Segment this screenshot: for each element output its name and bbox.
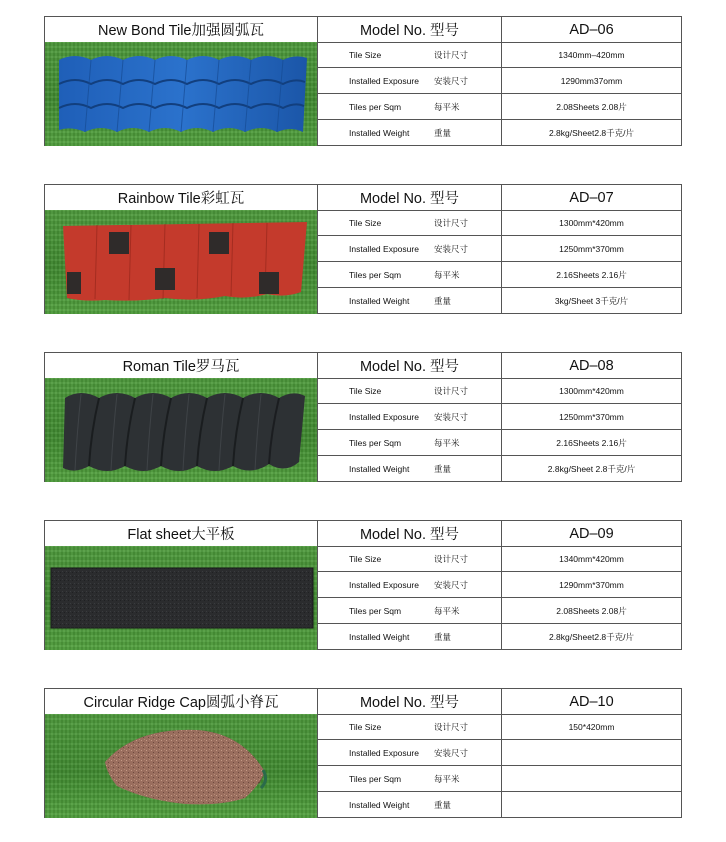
spec-label-cn: 设计尺寸 — [434, 721, 469, 732]
spec-row-installed-weight — [318, 624, 681, 650]
spec-label-cn: 重量 — [434, 800, 452, 810]
spec-row-installed-exposure — [318, 572, 681, 598]
spec-row-tiles-per-sqm — [318, 262, 681, 288]
spec-row-tiles-per-sqm — [318, 598, 681, 624]
spec-value: 2.08Sheets 2.08片 — [556, 101, 627, 112]
spec-row-tile-size — [318, 42, 681, 68]
flat-sheet-icon — [45, 546, 318, 650]
black-patch — [209, 232, 229, 254]
product-title: New Bond Tile加强圆弧瓦 — [45, 17, 318, 42]
spec-value: 2.08Sheets 2.08片 — [556, 605, 627, 616]
spec-label-cn: 重量 — [434, 128, 452, 138]
spec-value: 1340mm*420mm — [559, 553, 624, 564]
spec-label-en: Installed Weight — [349, 128, 410, 138]
model-label: Model No. 型号 — [318, 185, 502, 210]
blue-tile-icon — [45, 42, 318, 146]
model-label: Model No. 型号 — [318, 17, 502, 42]
spec-label-cn: 安装尺寸 — [434, 411, 469, 422]
model-label: Model No. 型号 — [318, 689, 502, 714]
black-roman-tile-icon — [45, 378, 318, 482]
spec-row-tile-size — [318, 714, 681, 740]
spec-label-en: Tile Size — [349, 217, 382, 228]
spec-label-cn: 安装尺寸 — [434, 243, 469, 254]
spec-row-tile-size — [318, 378, 681, 404]
spec-label-en: Installed Exposure — [349, 747, 419, 758]
spec-value — [502, 740, 681, 765]
spec-row-installed-exposure — [318, 236, 681, 262]
black-patch — [259, 272, 279, 294]
spec-table — [318, 210, 681, 314]
product-photo — [45, 210, 318, 314]
spec-label-cn: 重量 — [434, 464, 452, 474]
spec-value: 150*420mm — [568, 721, 615, 732]
product-title: Flat sheet大平板 — [45, 521, 318, 546]
spec-value: 2.8kg/Sheet2.8千克/片 — [548, 128, 635, 138]
product-title: Circular Ridge Cap圆弧小脊瓦 — [45, 689, 318, 714]
spec-table — [318, 546, 681, 650]
spec-label-en: Tiles per Sqm — [349, 101, 402, 112]
spec-label-en: Tiles per Sqm — [349, 605, 402, 616]
spec-row-installed-weight — [318, 792, 681, 818]
model-label: Model No. 型号 — [318, 353, 502, 378]
spec-row-tiles-per-sqm — [318, 430, 681, 456]
model-label: Model No. 型号 — [318, 521, 502, 546]
product-header — [45, 353, 681, 379]
spec-value: 1300mm*420mm — [559, 217, 624, 228]
spec-value: 1290mm37omm — [560, 75, 623, 86]
spec-label-en: Tile Size — [349, 385, 382, 396]
product-header — [45, 17, 681, 43]
product-header — [45, 521, 681, 547]
model-code: AD–07 — [569, 189, 614, 206]
spec-label-cn: 重量 — [434, 296, 452, 306]
spec-label-cn: 设计尺寸 — [434, 385, 469, 396]
spec-label-cn: 每平米 — [434, 269, 460, 280]
product-header — [45, 689, 681, 715]
spec-label-en: Installed Exposure — [349, 75, 419, 86]
spec-label-en: Tiles per Sqm — [349, 437, 402, 448]
spec-label-cn: 设计尺寸 — [434, 217, 469, 228]
product-photo — [45, 714, 318, 818]
spec-value: 1300mm*420mm — [559, 385, 624, 396]
spec-value — [502, 792, 681, 818]
product-block-ad08 — [44, 352, 682, 482]
spec-value: 3kg/Sheet 3千克/片 — [554, 296, 629, 306]
spec-label-cn: 每平米 — [434, 605, 460, 616]
spec-value: 2.16Sheets 2.16片 — [556, 269, 627, 280]
spec-label-en: Installed Weight — [349, 632, 410, 642]
spec-label-en: Tile Size — [349, 49, 382, 60]
product-photo — [45, 378, 318, 482]
spec-label-cn: 安装尺寸 — [434, 579, 469, 590]
spec-table — [318, 42, 681, 146]
black-patch — [155, 268, 175, 290]
spec-label-cn: 每平米 — [434, 101, 460, 112]
black-patch — [67, 272, 81, 294]
product-photo — [45, 42, 318, 146]
spec-label-en: Installed Exposure — [349, 243, 419, 254]
spec-value — [502, 766, 681, 791]
product-block-ad10 — [44, 688, 682, 818]
spec-row-tile-size — [318, 210, 681, 236]
spec-value: 2.8kg/Sheet2.8千克/片 — [548, 632, 635, 642]
product-photo — [45, 546, 318, 650]
spec-table — [318, 378, 681, 482]
spec-label-en: Tiles per Sqm — [349, 773, 402, 784]
spec-label-en: Installed Weight — [349, 800, 410, 810]
spec-row-installed-weight — [318, 120, 681, 146]
model-code: AD–10 — [569, 693, 614, 710]
spec-label-en: Tile Size — [349, 721, 382, 732]
spec-label-cn: 设计尺寸 — [434, 553, 469, 564]
spec-label-cn: 安装尺寸 — [434, 747, 469, 758]
product-block-ad06 — [44, 16, 682, 146]
spec-table — [318, 714, 681, 818]
product-block-ad09 — [44, 520, 682, 650]
product-header — [45, 185, 681, 211]
spec-row-installed-exposure — [318, 740, 681, 766]
spec-row-tiles-per-sqm — [318, 766, 681, 792]
spec-label-cn: 每平米 — [434, 773, 460, 784]
spec-value: 2.16Sheets 2.16片 — [556, 437, 627, 448]
spec-value: 2.8kg/Sheet 2.8千克/片 — [547, 464, 636, 474]
ridge-cap-icon — [45, 714, 318, 818]
model-code: AD–08 — [569, 357, 614, 374]
spec-value: 1290mm*370mm — [559, 579, 624, 590]
spec-row-tiles-per-sqm — [318, 94, 681, 120]
model-code: AD–06 — [569, 21, 614, 38]
spec-label-en: Installed Exposure — [349, 411, 419, 422]
spec-label-en: Installed Weight — [349, 296, 410, 306]
spec-label-en: Installed Exposure — [349, 579, 419, 590]
spec-label-cn: 设计尺寸 — [434, 49, 469, 60]
product-title: Rainbow Tile彩虹瓦 — [45, 185, 318, 210]
product-block-ad07 — [44, 184, 682, 314]
spec-row-tile-size — [318, 546, 681, 572]
spec-label-cn: 重量 — [434, 632, 452, 642]
spec-row-installed-exposure — [318, 68, 681, 94]
spec-label-en: Tiles per Sqm — [349, 269, 402, 280]
spec-label-en: Tile Size — [349, 553, 382, 564]
spec-value: 1340mm–420mm — [558, 49, 625, 60]
spec-row-installed-weight — [318, 456, 681, 482]
spec-value: 1250mm*370mm — [559, 411, 624, 422]
black-patch — [109, 232, 129, 254]
spec-label-en: Installed Weight — [349, 464, 410, 474]
product-title: Roman Tile罗马瓦 — [45, 353, 318, 378]
spec-row-installed-exposure — [318, 404, 681, 430]
model-code: AD–09 — [569, 525, 614, 542]
spec-label-cn: 安装尺寸 — [434, 75, 469, 86]
spec-value: 1250mm*370mm — [559, 243, 624, 254]
spec-row-installed-weight — [318, 288, 681, 314]
spec-label-cn: 每平米 — [434, 437, 460, 448]
red-tile-icon — [45, 210, 318, 314]
